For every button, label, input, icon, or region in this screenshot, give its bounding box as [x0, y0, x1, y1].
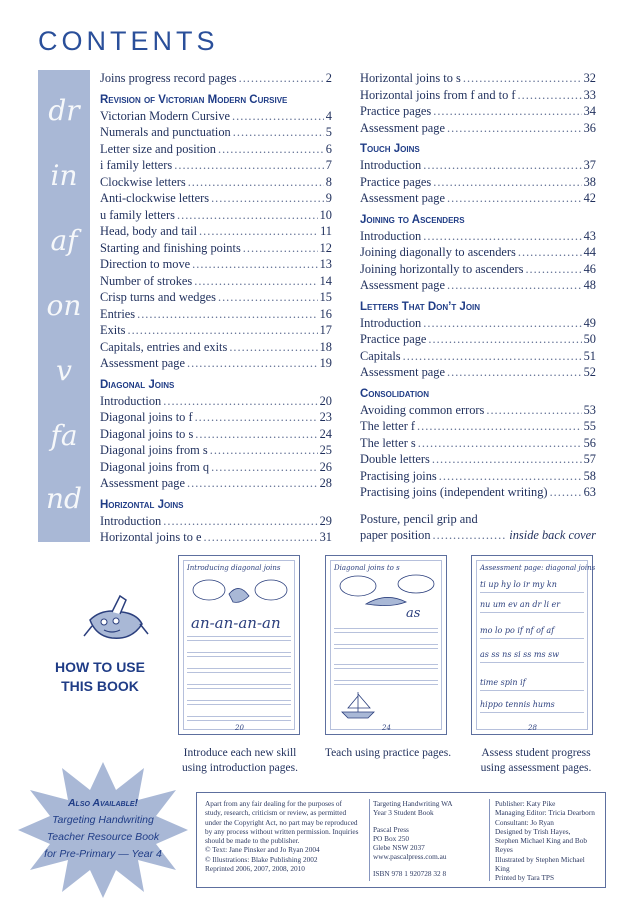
promo-heading: Also Available! [67, 797, 139, 809]
toc-leader-dots [428, 331, 581, 348]
caption-line: using assessment pages. [480, 762, 592, 774]
toc-entry-page: 34 [583, 104, 596, 118]
info-line: Year 3 Student Book [373, 808, 434, 818]
toc-entry-page: 10 [319, 207, 332, 222]
strip-letter: on [46, 289, 82, 322]
toc-leader-dots [218, 289, 318, 306]
toc-entry-page: 20 [319, 393, 332, 408]
toc-entry-title: Capitals, entries and exits [100, 339, 228, 354]
toc-entry-page: 48 [583, 278, 596, 292]
info-line: ISBN 978 1 920728 32 8 [373, 868, 447, 878]
toc-entry-title: i family letters [100, 158, 173, 172]
info-line: Stephen Michael King and Bob Reyes [495, 836, 588, 855]
toc-entry-page: 33 [583, 87, 596, 102]
toc-entry-title: Posture, pencil grip and [360, 511, 478, 526]
toc-leader-dots [199, 223, 318, 240]
toc-entry-page: 15 [319, 290, 332, 304]
toc-column-right [360, 70, 596, 544]
toc-leader-dots [433, 103, 581, 120]
strip-letter: nd [46, 482, 82, 515]
toc-entry-page: 43 [583, 228, 596, 243]
toc-leader-dots [137, 306, 318, 323]
toc-entry-page: 28 [319, 476, 332, 490]
info-line: Glebe NSW 2037 [373, 843, 425, 853]
info-line: should be made to the publisher. [205, 836, 300, 846]
toc-leader-dots [423, 315, 581, 332]
toc-entry[interactable] [100, 355, 332, 372]
thumb-header: Diagonal joins to s [334, 564, 400, 572]
toc-entry-title: Assessment page [360, 120, 445, 135]
toc-entry-title: Assessment page [100, 476, 185, 490]
toc-leader-dots [127, 322, 317, 339]
info-line: Apart from any fair dealing for the purposes of [205, 799, 342, 808]
toc-entry-title: Practice pages [360, 174, 432, 189]
toc-leader-dots [439, 468, 582, 485]
toc-entry[interactable] [360, 174, 596, 191]
toc-entry-page: 37 [583, 158, 596, 172]
toc-entry[interactable] [360, 315, 596, 332]
thumb-page-number: 20 [235, 724, 244, 732]
info-line: Pascal Press [373, 824, 409, 834]
toc-leader-dots [518, 87, 582, 104]
toc-entry-page: inside back cover [509, 528, 596, 542]
pen-mascot-icon [82, 590, 152, 650]
toc-entry-title: paper position [360, 528, 431, 542]
toc-entry-title: Joining diagonally to ascenders [360, 245, 516, 259]
promo-line: Teacher Resource Book [46, 831, 160, 843]
toc-entry[interactable] [100, 124, 332, 141]
info-line: Managing Editor: Tricia Dearborn [495, 808, 595, 818]
toc-entry-title: Joining horizontally to ascenders [360, 261, 524, 276]
toc-entry-page: 31 [319, 530, 332, 544]
ship-illustration-icon [338, 690, 378, 720]
strip-letter: af [50, 224, 78, 257]
thumb-caption [170, 746, 310, 776]
toc-entry[interactable] [100, 273, 332, 290]
how-to-use-heading [40, 658, 160, 696]
toc-entry-page: 8 [325, 174, 332, 189]
info-line: Publisher: Katy Pike [495, 799, 556, 808]
toc-entry-page: 25 [319, 443, 332, 457]
toc-entry-page: 2 [325, 71, 332, 85]
toc-entry-title: The letter s [360, 435, 416, 450]
toc-entry[interactable] [100, 475, 332, 492]
toc-entry[interactable] [360, 277, 596, 294]
toc-entry[interactable] [100, 223, 332, 240]
info-line: © Illustrations: Blake Publishing 2002 [205, 854, 318, 864]
thumb-page-number: 28 [528, 724, 537, 732]
thumb-header: Introducing diagonal joins [187, 564, 281, 572]
toc-entry[interactable] [360, 418, 596, 435]
toc-entry-page: 16 [319, 306, 332, 321]
promo-line: for Pre-Primary — Year 4 [44, 848, 162, 860]
toc-section-heading: Consolidation [360, 387, 430, 400]
toc-entry-page: 50 [583, 332, 596, 346]
page-title: CONTENTS [38, 26, 219, 56]
toc-entry[interactable] [100, 322, 332, 339]
toc-entry-page: 55 [583, 419, 596, 433]
toc-entry[interactable] [100, 409, 332, 426]
toc-entry[interactable] [360, 228, 596, 245]
toc-leader-dots [432, 451, 582, 468]
toc-entry[interactable] [360, 364, 596, 381]
toc-entry-title: Capitals [360, 348, 401, 363]
toc-leader-dots [229, 339, 317, 356]
toc-entry[interactable] [360, 103, 596, 120]
toc-entry[interactable] [360, 190, 596, 207]
toc-section-heading: Horizontal Joins [100, 498, 184, 511]
info-line: under the Copyright Act, no part may be reproduced [205, 817, 358, 827]
toc-entry-title: Practising joins (independent writing) [360, 485, 548, 499]
toc-leader-dots [447, 277, 582, 294]
toc-entry[interactable] [100, 141, 332, 158]
toc-leader-dots [194, 273, 317, 290]
toc-entry-page: 58 [583, 468, 596, 483]
toc-leader-dots [518, 244, 582, 261]
toc-entry[interactable] [100, 190, 332, 207]
thumb-page-number: 24 [382, 724, 391, 732]
toc-leader-dots [187, 475, 318, 492]
strip-letter: fa [50, 419, 78, 452]
toc-leader-dots [211, 459, 318, 476]
copyright-column [205, 799, 370, 881]
toc-entry-title: Anti-clockwise letters [100, 191, 210, 205]
toc-entry[interactable] [100, 513, 332, 530]
toc-entry-page: 51 [583, 348, 596, 363]
toc-leader-dots [218, 141, 324, 158]
toc-entry-page: 17 [319, 323, 332, 337]
toc-entry-page: 53 [583, 402, 596, 417]
toc-entry-title: Assessment page [360, 365, 445, 379]
toc-entry-title: u family letters [100, 207, 176, 222]
publication-info-box [196, 792, 606, 888]
toc-entry-page: 63 [583, 485, 596, 499]
toc-entry[interactable] [100, 240, 332, 257]
toc-entry[interactable] [360, 120, 596, 137]
toc-entry-title: Diagonal joins to f [100, 410, 193, 424]
toc-leader-dots [188, 174, 324, 191]
info-line: www.pascalpress.com.au [373, 852, 447, 862]
how-to-line: HOW TO USE [55, 659, 145, 675]
toc-entry[interactable] [100, 306, 332, 323]
toc-entry-title: Practice pages [360, 104, 432, 118]
toc-leader-dots [423, 157, 581, 174]
info-line: Designed by Trish Hayes, [495, 826, 571, 836]
info-line: Reprinted 2006, 2007, 2008, 2010 [205, 864, 305, 874]
toc-entry-title: Diagonal joins from s [100, 443, 208, 457]
toc-entry-page: 24 [319, 426, 332, 441]
toc-entry[interactable] [360, 244, 596, 261]
toc-entry[interactable] [360, 261, 596, 278]
practice-page-thumbnail [325, 555, 447, 735]
toc-entry-title: Crisp turns and wedges [100, 290, 216, 304]
toc-entry-title: Introduction [360, 228, 422, 243]
toc-entry-title: Victorian Modern Cursive [100, 108, 231, 123]
thumb-assessment-row: time spin if [480, 678, 526, 687]
toc-entry-title: Avoiding common errors [360, 402, 485, 417]
toc-leader-dots [163, 513, 317, 530]
toc-leader-dots [447, 364, 582, 381]
toc-entry-page: 5 [325, 125, 332, 139]
toc-entry-page: 14 [319, 273, 332, 288]
toc-entry-page: 42 [583, 191, 596, 205]
toc-entry[interactable] [360, 402, 596, 419]
toc-entry-title: Entries [100, 306, 136, 321]
thumb-sample-word: an-an-an-an [191, 614, 281, 632]
toc-entry[interactable] [100, 70, 332, 87]
toc-entry[interactable] [100, 442, 332, 459]
toc-leader-dots [433, 174, 581, 191]
promo-line: Targeting Handwriting [52, 814, 154, 826]
toc-entry-title: Double letters [360, 452, 430, 466]
toc-entry-title: Head, body and tail [100, 224, 198, 238]
info-line: Targeting Handwriting WA [373, 799, 453, 808]
toc-entry[interactable] [100, 108, 332, 125]
toc-entry[interactable] [100, 289, 332, 306]
toc-section-heading: Joining to Ascenders [360, 213, 465, 226]
thumb-assessment-row: ti up hy lo ir my kn [480, 580, 557, 589]
toc-leader-dots [232, 108, 324, 125]
toc-entry-page: 56 [583, 435, 596, 450]
toc-entry[interactable] [100, 426, 332, 443]
toc-entry-title: Introduction [100, 393, 162, 408]
toc-entry[interactable] [100, 529, 332, 546]
how-to-line: THIS BOOK [61, 678, 139, 694]
toc-entry-page: 6 [325, 141, 332, 156]
toc-entry[interactable] [360, 348, 596, 365]
toc-leader-dots [243, 240, 318, 257]
publisher-column [373, 799, 490, 881]
strip-letter: v [56, 354, 72, 387]
toc-entry-page: 7 [325, 158, 332, 172]
toc-leader-dots [211, 190, 324, 207]
toc-leader-dots [233, 124, 324, 141]
toc-section-heading: Touch Joins [360, 143, 420, 155]
assessment-page-thumbnail [471, 555, 596, 735]
cursive-sample-strip [38, 70, 90, 542]
toc-entry[interactable] [360, 451, 596, 468]
info-line: by any process without written permission. Inquiries [205, 826, 359, 836]
info-line: Consultant: Jo Ryan [495, 817, 554, 827]
caption-line: Assess student progress [481, 747, 591, 759]
toc-entry-title: Joins progress record pages [100, 71, 237, 85]
thumb-assessment-row: nu um ev an dr li er [480, 600, 561, 609]
toc-leader-dots [463, 70, 582, 87]
toc-entry-page: 23 [319, 410, 332, 424]
thumb-caption [466, 746, 606, 776]
toc-leader-dots [525, 261, 581, 278]
toc-leader-dots [550, 484, 582, 501]
toc-leader-dots [447, 120, 582, 137]
toc-entry-title: Clockwise letters [100, 174, 186, 189]
toc-entry-title: Letter size and position [100, 141, 216, 156]
thumb-assessment-row: as ss ns si ss ms sw [480, 650, 560, 659]
toc-entry[interactable] [360, 331, 596, 348]
toc-entry[interactable] [360, 468, 596, 485]
toc-leader-dots [204, 529, 318, 546]
toc-entry-title: Diagonal joins to s [100, 426, 194, 441]
toc-entry-page: 46 [583, 261, 596, 276]
toc-leader-dots [447, 190, 582, 207]
toc-entry[interactable] [100, 256, 332, 273]
info-line: Printed by Tara TPS [495, 873, 555, 883]
info-line: © Text: Jane Pinsker and Jo Ryan 2004 [205, 845, 320, 855]
toc-column-left [100, 70, 332, 546]
also-available-promo[interactable] [28, 795, 178, 863]
toc-entry-title: Exits [100, 323, 126, 337]
toc-entry-page: 19 [319, 356, 332, 370]
thumb-sample-word: as [406, 606, 421, 621]
toc-entry[interactable] [360, 435, 596, 452]
caption-line: Teach using practice pages. [324, 747, 452, 759]
toc-entry-title: Introduction [100, 513, 162, 528]
toc-entry[interactable] [100, 207, 332, 224]
toc-leader-dots [403, 348, 582, 365]
toc-entry-title: Practice page [360, 332, 427, 346]
toc-section-heading: Revision of Victorian Modern Cursive [100, 93, 288, 106]
toc-entry-title: Introduction [360, 158, 422, 172]
toc-entry-title: Horizontal joins to s [360, 71, 461, 85]
credits-column [495, 799, 601, 883]
toc-entry-title: Diagonal joins from q [100, 459, 210, 474]
toc-entry-page: 57 [583, 452, 596, 466]
toc-entry[interactable] [100, 157, 332, 174]
toc-entry-title: Horizontal joins to e [100, 530, 202, 544]
toc-leader-dots [195, 426, 317, 443]
toc-entry-title: Numerals and punctuation [100, 125, 231, 139]
toc-leader-dots [486, 402, 581, 419]
introduction-page-thumbnail [178, 555, 300, 735]
toc-entry-title: Horizontal joins from f and to f [360, 87, 516, 102]
toc-entry[interactable] [100, 459, 332, 476]
toc-entry-title: Starting and finishing points [100, 240, 241, 255]
toc-entry[interactable] [100, 339, 332, 356]
toc-leader-dots [210, 442, 318, 459]
toc-entry[interactable] [360, 87, 596, 104]
thumb-header: Assessment page: diagonal joins [480, 564, 596, 572]
toc-leader-dots [187, 355, 318, 372]
toc-leader-dots [418, 435, 582, 452]
toc-entry-page: 13 [319, 257, 332, 271]
toc-entry-page: 18 [319, 339, 332, 354]
thumb-assessment-row: mo lo po if nf of af [480, 626, 555, 635]
toc-leader-dots [239, 70, 324, 87]
toc-entry-title: Assessment page [100, 356, 185, 370]
toc-entry-page: 32 [583, 71, 596, 85]
toc-leader-dots [195, 409, 318, 426]
toc-entry[interactable] [360, 70, 596, 87]
toc-entry-title: Introduction [360, 315, 422, 330]
info-line: Illustrated by Stephen Michael King [495, 854, 585, 874]
dolphin-illustration-icon [336, 572, 438, 612]
caption-line: using introduction pages. [182, 762, 298, 774]
thumb-assessment-row: hippo tennis hums [480, 700, 555, 709]
toc-entry-title: Number of strokes [100, 273, 193, 288]
toc-entry[interactable] [360, 484, 596, 501]
mermaid-illustration-icon [189, 574, 291, 610]
toc-entry-page: 11 [320, 224, 332, 238]
strip-letter: dr [48, 94, 80, 127]
toc-entry-title: Assessment page [360, 278, 445, 292]
toc-entry-page: 36 [583, 120, 596, 135]
toc-entry-page: 52 [583, 365, 596, 379]
toc-leader-dots [174, 157, 324, 174]
toc-leader-dots [163, 393, 317, 410]
toc-entry-title: The letter f [360, 419, 416, 433]
info-line: study, research, criticism or review, as permitted [205, 808, 347, 818]
toc-entry[interactable] [100, 393, 332, 410]
toc-entry-page: 44 [583, 245, 596, 259]
toc-entry-page: 38 [583, 174, 596, 189]
caption-line: Introduce each new skill [183, 747, 297, 759]
toc-leader-dots [423, 228, 581, 245]
toc-entry-page: 26 [319, 459, 332, 474]
toc-entry[interactable] [360, 157, 596, 174]
toc-entry-page: 9 [325, 191, 332, 205]
toc-section-heading: Letters That Don’t Join [360, 300, 481, 313]
toc-section-heading: Diagonal Joins [100, 378, 175, 391]
toc-entry-page: 49 [583, 315, 596, 330]
toc-entry-title: Assessment page [360, 191, 445, 205]
toc-entry-page: 12 [319, 240, 332, 255]
toc-entry-title: Practising joins [360, 468, 437, 483]
strip-letter: in [50, 159, 78, 192]
info-line: PO Box 250 [373, 833, 410, 843]
toc-entry-title: Direction to move [100, 257, 191, 271]
toc-leader-dots [417, 418, 582, 435]
toc-leader-dots [177, 207, 318, 224]
toc-entry-page: 29 [319, 513, 332, 528]
toc-entry[interactable] [100, 174, 332, 191]
toc-entry-page: 4 [325, 108, 332, 123]
toc-posture-entry[interactable] [360, 511, 596, 544]
toc-leader-dots [192, 256, 317, 273]
thumb-caption [318, 746, 458, 761]
